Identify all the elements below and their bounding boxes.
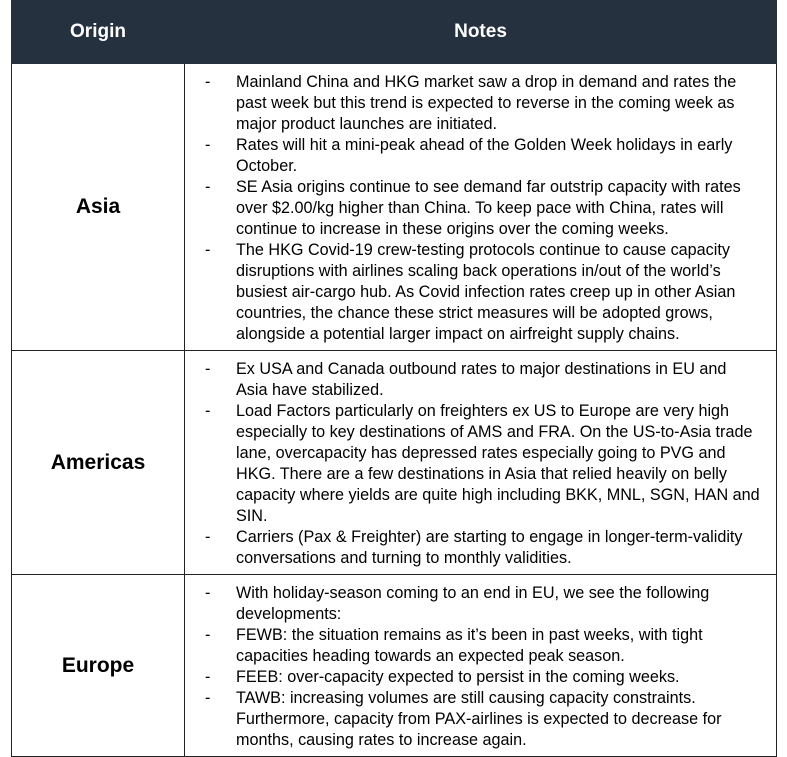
table-row bbox=[12, 575, 777, 757]
note-text: TAWB: increasing volumes are still causing capacity constraints. Furthermore, capacity from PAX-airlines is expected to decrease for months, causing rates to increase again. bbox=[236, 689, 722, 749]
list-item bbox=[186, 583, 761, 625]
bullet-dash: - bbox=[205, 626, 211, 644]
list-item bbox=[186, 625, 761, 667]
list-item bbox=[186, 527, 761, 569]
note-text: Rates will hit a mini-peak ahead of the Golden Week holidays in early October. bbox=[236, 136, 733, 175]
note-text: Mainland China and HKG market saw a drop in demand and rates the past week but this trend is expected to reverse in the coming week as major product launches are initiated. bbox=[236, 73, 737, 133]
notes-header: Notes bbox=[185, 1, 777, 64]
note-text: Ex USA and Canada outbound rates to major destinations in EU and Asia have stabilized. bbox=[236, 360, 727, 399]
bullet-dash: - bbox=[205, 402, 211, 420]
list-item bbox=[186, 72, 761, 135]
list-item bbox=[186, 240, 761, 345]
notes-cell bbox=[185, 351, 777, 575]
table-header-row bbox=[12, 1, 777, 64]
note-text: SE Asia origins continue to see demand far outstrip capacity with rates over $2.00/kg higher than China. To keep pace with China, rates will continue to increase in these origins over the coming weeks. bbox=[236, 178, 741, 238]
origin-cell: Europe bbox=[12, 575, 185, 757]
origin-notes-table bbox=[11, 0, 777, 757]
note-text: FEWB: the situation remains as it’s been in past weeks, with tight capacities heading towards an expected peak season. bbox=[236, 626, 703, 665]
notes-list bbox=[186, 576, 775, 755]
bullet-dash: - bbox=[205, 528, 211, 546]
bullet-dash: - bbox=[205, 584, 211, 602]
origin-cell: Americas bbox=[12, 351, 185, 575]
bullet-dash: - bbox=[205, 136, 211, 154]
bullet-dash: - bbox=[205, 73, 211, 91]
list-item bbox=[186, 135, 761, 177]
notes-cell bbox=[185, 575, 777, 757]
note-text: FEEB: over-capacity expected to persist in the coming weeks. bbox=[236, 668, 680, 686]
notes-list bbox=[186, 65, 775, 349]
list-item bbox=[186, 688, 761, 751]
origin-header: Origin bbox=[12, 1, 185, 64]
note-text: Load Factors particularly on freighters ex US to Europe are very high especially to key destinations of AMS and FRA. On the US-to-Asia trade lane, overcapacity has depressed rates especially going to PVG and HKG. There are a few destinations in Asia that relied heavily on belly capacity where yields are quite high including BKK, MNL, SGN, HAN and SIN. bbox=[236, 402, 760, 525]
note-text: Carriers (Pax & Freighter) are starting to engage in longer-term-validity conversations and turning to monthly validities. bbox=[236, 528, 743, 567]
note-text: With holiday-season coming to an end in EU, we see the following developments: bbox=[236, 584, 710, 623]
list-item bbox=[186, 359, 761, 401]
list-item bbox=[186, 177, 761, 240]
list-item bbox=[186, 667, 761, 688]
origin-cell: Asia bbox=[12, 64, 185, 351]
bullet-dash: - bbox=[205, 360, 211, 378]
notes-list bbox=[186, 352, 775, 573]
bullet-dash: - bbox=[205, 241, 211, 259]
list-item bbox=[186, 401, 761, 527]
notes-cell bbox=[185, 64, 777, 351]
table-row bbox=[12, 64, 777, 351]
note-text: The HKG Covid-19 crew-testing protocols continue to cause capacity disruptions with airlines scaling back operations in/out of the world’s busiest air-cargo hub. As Covid infection rates creep up in other Asian countries, the chance these strict measures will be adopted grows, alongside a potential larger impact on airfreight supply chains. bbox=[236, 241, 736, 343]
table-row bbox=[12, 351, 777, 575]
bullet-dash: - bbox=[205, 178, 211, 196]
bullet-dash: - bbox=[205, 689, 211, 707]
bullet-dash: - bbox=[205, 668, 211, 686]
